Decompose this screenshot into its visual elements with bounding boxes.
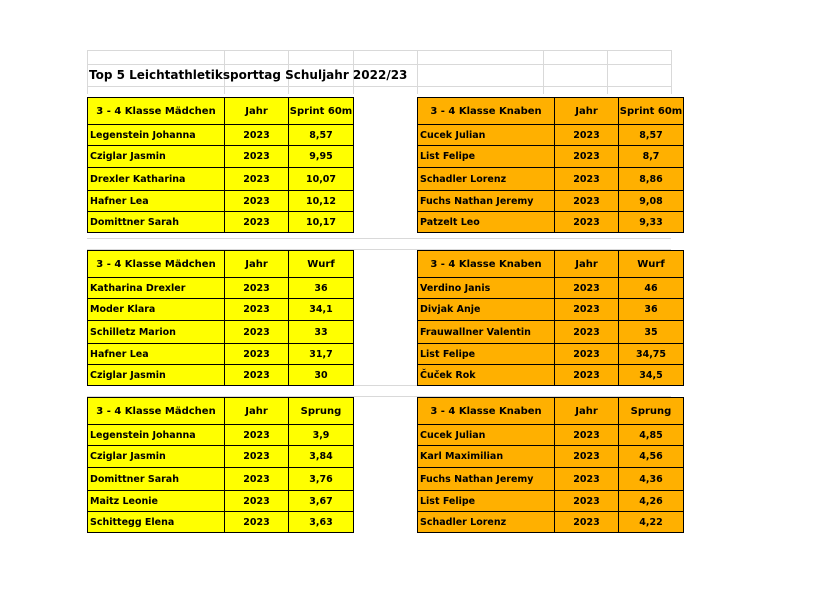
table-row [88, 446, 354, 468]
year-cell: 2023 [555, 191, 619, 212]
year-cell: 2023 [555, 468, 619, 491]
athlete-name: List Felipe [418, 344, 555, 365]
year-header: Jahr [555, 398, 619, 425]
year-cell: 2023 [555, 212, 619, 233]
discipline-header: Wurf [289, 251, 354, 278]
category-header: 3 - 4 Klasse Knaben [418, 98, 555, 125]
girls-results-table [87, 97, 354, 233]
result-cell: 4,85 [619, 425, 684, 446]
result-cell: 9,33 [619, 212, 684, 233]
athlete-name: Cucek Julian [418, 425, 555, 446]
table-row [418, 321, 684, 344]
result-cell: 4,36 [619, 468, 684, 491]
year-cell: 2023 [555, 146, 619, 168]
athlete-name: Karl Maximilian [418, 446, 555, 468]
athlete-name: Hafner Lea [88, 191, 225, 212]
result-cell: 30 [289, 365, 354, 386]
result-cell: 10,17 [289, 212, 354, 233]
table-row [418, 125, 684, 146]
result-cell: 3,9 [289, 425, 354, 446]
table-row [88, 491, 354, 512]
year-cell: 2023 [555, 321, 619, 344]
year-cell: 2023 [225, 468, 289, 491]
table-row [418, 512, 684, 533]
athlete-name: Fuchs Nathan Jeremy [418, 191, 555, 212]
boys-results-table [417, 250, 684, 386]
result-cell: 31,7 [289, 344, 354, 365]
table-row [418, 299, 684, 321]
category-header: 3 - 4 Klasse Mädchen [88, 98, 225, 125]
year-cell: 2023 [225, 146, 289, 168]
result-cell: 33 [289, 321, 354, 344]
result-cell: 9,08 [619, 191, 684, 212]
table-row [418, 344, 684, 365]
year-cell: 2023 [555, 125, 619, 146]
girls-results-table [87, 250, 354, 386]
year-cell: 2023 [555, 365, 619, 386]
year-cell: 2023 [225, 212, 289, 233]
athlete-name: Schilletz Marion [88, 321, 225, 344]
athlete-name: Divjak Anje [418, 299, 555, 321]
result-cell: 9,95 [289, 146, 354, 168]
result-cell: 34,1 [289, 299, 354, 321]
grid-line [543, 50, 544, 94]
table-row [88, 212, 354, 233]
table-row [418, 491, 684, 512]
table-row [418, 425, 684, 446]
result-cell: 8,86 [619, 168, 684, 191]
result-cell: 8,7 [619, 146, 684, 168]
table-header-row [88, 98, 354, 125]
table-header-row [418, 98, 684, 125]
athlete-name: Maitz Leonie [88, 491, 225, 512]
athlete-name: Cucek Julian [418, 125, 555, 146]
athlete-name: Moder Klara [88, 299, 225, 321]
result-cell: 3,76 [289, 468, 354, 491]
category-header: 3 - 4 Klasse Mädchen [88, 251, 225, 278]
result-cell: 34,75 [619, 344, 684, 365]
result-cell: 35 [619, 321, 684, 344]
result-cell: 3,67 [289, 491, 354, 512]
athlete-name: Schittegg Elena [88, 512, 225, 533]
result-cell: 36 [619, 299, 684, 321]
girls-results-table [87, 397, 354, 533]
year-cell: 2023 [555, 425, 619, 446]
result-cell: 3,63 [289, 512, 354, 533]
discipline-header: Wurf [619, 251, 684, 278]
grid-line [671, 50, 672, 94]
table-header-row [418, 251, 684, 278]
page-title: Top 5 Leichtathletiksporttag Schuljahr 2022/23 [89, 68, 408, 82]
athlete-name: Patzelt Leo [418, 212, 555, 233]
athlete-name: Verdino Janis [418, 278, 555, 299]
athlete-name: Čuček Rok [418, 365, 555, 386]
grid-line [87, 86, 671, 87]
year-cell: 2023 [225, 125, 289, 146]
boys-results-table [417, 97, 684, 233]
year-cell: 2023 [555, 344, 619, 365]
year-header: Jahr [555, 98, 619, 125]
table-row [418, 468, 684, 491]
table-row [418, 446, 684, 468]
category-header: 3 - 4 Klasse Knaben [418, 398, 555, 425]
year-cell: 2023 [225, 491, 289, 512]
year-header: Jahr [225, 251, 289, 278]
year-cell: 2023 [555, 512, 619, 533]
table-row [88, 365, 354, 386]
grid-line [607, 50, 608, 94]
year-header: Jahr [225, 398, 289, 425]
table-header-row [418, 398, 684, 425]
year-cell: 2023 [225, 344, 289, 365]
year-cell: 2023 [555, 446, 619, 468]
grid-line [87, 50, 671, 51]
table-header-row [88, 398, 354, 425]
category-header: 3 - 4 Klasse Mädchen [88, 398, 225, 425]
table-row [88, 512, 354, 533]
athlete-name: List Felipe [418, 491, 555, 512]
athlete-name: Schadler Lorenz [418, 512, 555, 533]
result-cell: 4,22 [619, 512, 684, 533]
result-cell: 36 [289, 278, 354, 299]
result-cell: 46 [619, 278, 684, 299]
table-row [88, 125, 354, 146]
athlete-name: Legenstein Johanna [88, 125, 225, 146]
athlete-name: Domittner Sarah [88, 212, 225, 233]
athlete-name: Katharina Drexler [88, 278, 225, 299]
table-row [88, 425, 354, 446]
year-cell: 2023 [225, 168, 289, 191]
year-cell: 2023 [225, 299, 289, 321]
result-cell: 4,56 [619, 446, 684, 468]
result-cell: 8,57 [289, 125, 354, 146]
table-row [88, 344, 354, 365]
athlete-name: Cziglar Jasmin [88, 146, 225, 168]
section-separator [87, 385, 671, 397]
athlete-name: Frauwallner Valentin [418, 321, 555, 344]
athlete-name: Cziglar Jasmin [88, 365, 225, 386]
year-cell: 2023 [225, 191, 289, 212]
athlete-name: Hafner Lea [88, 344, 225, 365]
athlete-name: Legenstein Johanna [88, 425, 225, 446]
year-cell: 2023 [225, 446, 289, 468]
result-cell: 10,07 [289, 168, 354, 191]
table-row [88, 299, 354, 321]
grid-line [87, 64, 671, 65]
boys-results-table [417, 397, 684, 533]
year-cell: 2023 [225, 278, 289, 299]
category-header: 3 - 4 Klasse Knaben [418, 251, 555, 278]
result-cell: 10,12 [289, 191, 354, 212]
result-cell: 34,5 [619, 365, 684, 386]
table-row [88, 468, 354, 491]
table-row [418, 146, 684, 168]
athlete-name: Schadler Lorenz [418, 168, 555, 191]
section-separator [87, 238, 671, 250]
year-cell: 2023 [225, 512, 289, 533]
table-row [418, 168, 684, 191]
table-row [88, 168, 354, 191]
year-cell: 2023 [555, 299, 619, 321]
table-row [418, 212, 684, 233]
year-cell: 2023 [225, 425, 289, 446]
athlete-name: Domittner Sarah [88, 468, 225, 491]
table-row [418, 365, 684, 386]
discipline-header: Sprint 60m [619, 98, 684, 125]
result-cell: 8,57 [619, 125, 684, 146]
athlete-name: Drexler Katharina [88, 168, 225, 191]
athlete-name: Cziglar Jasmin [88, 446, 225, 468]
table-row [88, 191, 354, 212]
table-row [88, 321, 354, 344]
discipline-header: Sprint 60m [289, 98, 354, 125]
year-cell: 2023 [225, 321, 289, 344]
result-cell: 4,26 [619, 491, 684, 512]
athlete-name: List Felipe [418, 146, 555, 168]
year-cell: 2023 [555, 491, 619, 512]
year-cell: 2023 [555, 168, 619, 191]
table-row [418, 278, 684, 299]
table-row [88, 146, 354, 168]
result-cell: 3,84 [289, 446, 354, 468]
grid-line [87, 50, 88, 94]
year-header: Jahr [225, 98, 289, 125]
table-header-row [88, 251, 354, 278]
table-row [418, 191, 684, 212]
year-cell: 2023 [225, 365, 289, 386]
discipline-header: Sprung [619, 398, 684, 425]
athlete-name: Fuchs Nathan Jeremy [418, 468, 555, 491]
year-header: Jahr [555, 251, 619, 278]
year-cell: 2023 [555, 278, 619, 299]
discipline-header: Sprung [289, 398, 354, 425]
grid-line [417, 50, 418, 94]
table-row [88, 278, 354, 299]
